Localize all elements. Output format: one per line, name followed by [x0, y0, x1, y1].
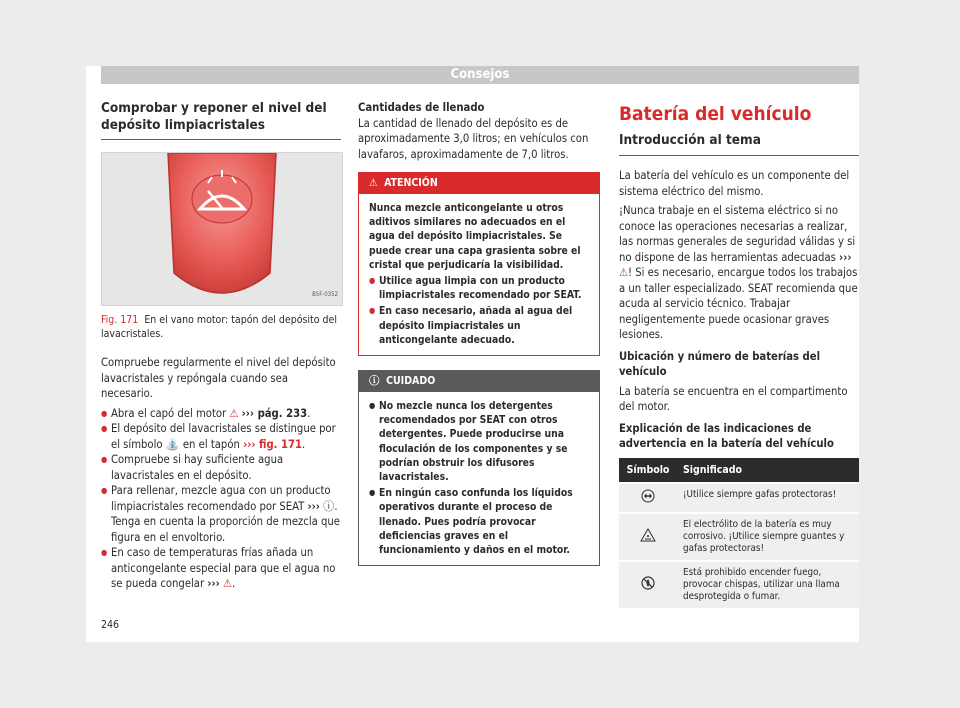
intro-text: Compruebe regularmente el nivel del depósito lavacristales y repóngala cuando sea necesario.	[101, 356, 336, 400]
list-item: ● En caso de temperaturas frías añada un anticongelante especial para que el agua no se pueda congelar ››› ⚠.	[101, 545, 341, 592]
page-link[interactable]: ››› pág. 233	[241, 406, 308, 420]
chapter-title: Batería del vehículo	[619, 103, 812, 125]
list-item: ● No mezcle nunca los detergentes recomendados por SEAT con otros detergentes. Puede producirse una floculación de los componentes y se podrían obstruir los difusores lavacristales.	[369, 399, 589, 484]
table-cell: El electrólito de la batería es muy corrosivo. ¡Utilice siempre guantes y gafas protectoras!	[677, 513, 859, 561]
table-cell: ¡Utilice siempre gafas protectoras!	[677, 483, 859, 513]
warning-triangle-icon: ⚠	[222, 577, 232, 590]
ref-link[interactable]: ›››	[839, 250, 852, 264]
list-item: ● Utilice agua limpia con un producto limpiacristales recomendado por SEAT.	[369, 274, 589, 302]
middle-column	[358, 100, 600, 566]
warning-triangle-icon: ⚠	[619, 266, 629, 279]
figure-washer-cap	[101, 152, 343, 306]
list-item: ● Para rellenar, mezcle agua con un producto limpiacristales recomendado por SEAT ››› ⓘ. Tenga en cuenta la proporción de mezcla que figura en el envoltorio.	[101, 483, 341, 545]
figure-link[interactable]: ››› fig. 171	[243, 437, 303, 451]
table-cell: Está prohibido encender fuego, provocar chispas, utilizar una llama desprotegida o fumar.	[677, 561, 859, 608]
list-item: ● En caso necesario, añada al agua del depósito limpiacristales un anticongelante adecuado.	[369, 304, 589, 347]
list-item: ● Compruebe si hay suficiente agua lavacristales en el depósito.	[101, 452, 341, 483]
warning-text: Nunca mezcle anticongelante u otros aditivos similares no adecuados en el agua del depósito limpiacristales. Se puede crear una capa grasienta sobre el cristal que perjudicaría la visibilidad.	[369, 202, 581, 271]
table-row	[619, 561, 859, 608]
no-fire-icon	[641, 576, 655, 590]
column-header-meaning: Significado	[677, 458, 859, 483]
info-icon: ⓘ	[323, 499, 335, 513]
info-icon: ⓘ	[369, 375, 380, 388]
location-title: Ubicación y número de baterías del vehículo	[619, 349, 821, 378]
warning-body	[359, 194, 599, 355]
caution-header: ⓘ CUIDADO	[359, 371, 599, 392]
section-title: Comprobar y reponer el nivel del depósito limpiacristales	[101, 100, 341, 140]
warning-triangle-icon: ⚠	[229, 406, 239, 420]
intro-text: La batería del vehículo es un componente del sistema eléctrico del mismo.	[619, 169, 850, 198]
warning-header: ⚠ ATENCIÓN	[359, 173, 599, 194]
washer-symbol-icon: ⛲	[165, 437, 180, 451]
figure-caption	[101, 314, 341, 341]
table-row	[619, 513, 859, 561]
ref-link[interactable]: ›››	[207, 577, 220, 590]
list-item: ● Abra el capó del motor ⚠ ››› pág. 233.	[101, 406, 341, 422]
page-number: 246	[101, 619, 120, 631]
list-item: ● En ningún caso confunda los líquidos operativos durante el proceso de llenado. Pues podría provocar deficiencias graves en el funcionamiento y daños en el motor.	[369, 486, 589, 557]
table-row	[619, 483, 859, 513]
figure-code: B5F-0352	[312, 290, 338, 298]
ref-link[interactable]: ›››	[307, 499, 320, 513]
caption-label: Fig. 171	[101, 314, 139, 326]
symbol-table	[619, 458, 859, 608]
fill-text: La cantidad de llenado del depósito es de aproximadamente 3,0 litros; en vehículos con lavafaros, aproximadamente de 7,0 litros.	[358, 116, 589, 161]
caption-text: En el vano motor: tapón del depósito del lavacristales.	[101, 314, 337, 340]
list-item: ● El depósito del lavacristales se distingue por el símbolo ⛲ en el tapón ››› fig. 171.	[101, 421, 341, 452]
warning-box	[358, 172, 600, 356]
page-header: Consejos	[101, 66, 859, 84]
caution-box	[358, 370, 600, 566]
washer-cap-illustration	[102, 153, 342, 305]
explain-title: Explicación de las indicaciones de advertencia en la batería del vehículo	[619, 421, 834, 450]
column-header-symbol: Símbolo	[619, 458, 677, 483]
left-column	[101, 100, 341, 592]
warning-triangle-icon: ⚠	[369, 177, 378, 189]
corrosive-icon	[640, 528, 656, 542]
location-text: La batería se encuentra en el compartimento del motor.	[619, 384, 848, 413]
right-column	[619, 100, 859, 608]
safety-text: ¡Nunca trabaje en el sistema eléctrico si no conoce las operaciones necesarias a realizar, las normas generales de seguridad válidas y si no dispone de las herramientas adecuadas ››› ⚠! Si es necesario, encargue todos los trabajos a un taller especializado. SEAT recomienda que acuda al servicio técnico. Trabajar negligentemente puede ocasionar graves lesiones.	[619, 204, 858, 341]
caution-body	[359, 392, 599, 565]
fill-title: Cantidades de llenado	[358, 101, 485, 114]
goggles-icon	[641, 489, 655, 503]
chapter-subtitle: Introducción al tema	[619, 132, 859, 156]
table-header-row	[619, 458, 859, 483]
